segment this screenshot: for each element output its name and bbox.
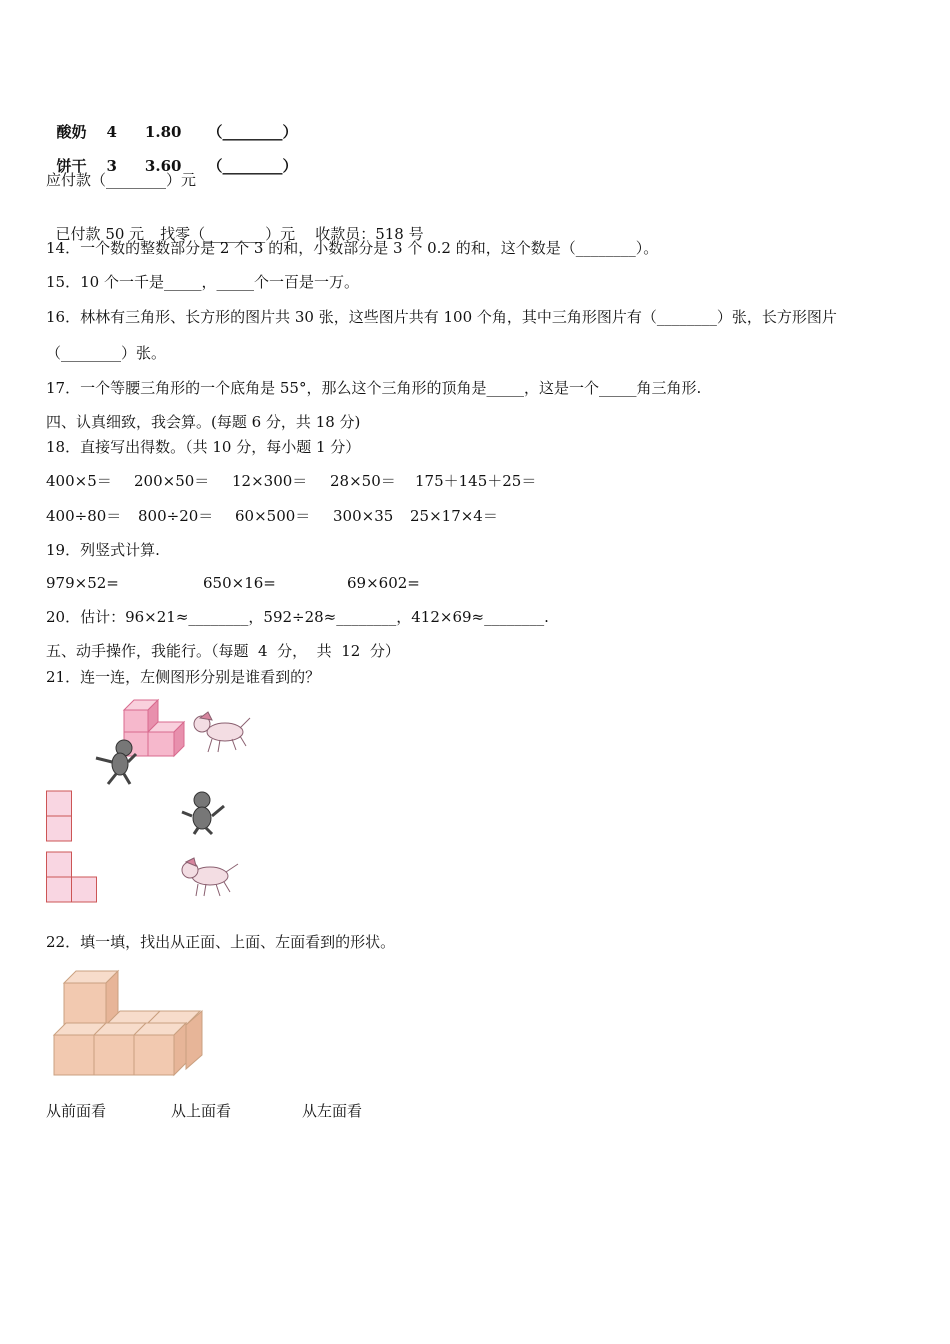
calc-item: 175＋145＋25＝ [415, 472, 537, 490]
calc-item: 12×300＝ [232, 472, 308, 490]
question-17: 17．一个等腰三角形的一个底角是 55°，那么这个三角形的顶角是_____，这是一个_____角三角形. [46, 379, 702, 397]
change-text[interactable]: 找零（________）元 [160, 225, 296, 243]
view-label-front: 从前面看 [46, 1102, 107, 1120]
monkey-icon [96, 740, 136, 784]
view-label-left: 从左面看 [302, 1102, 363, 1120]
dog-icon[interactable] [180, 854, 244, 902]
question-15: 15．10 个一千是_____，_____个一百是一万。 [46, 273, 359, 291]
calc-item: 800÷20＝ [138, 507, 214, 525]
calc-item: 400×5＝ [46, 472, 112, 490]
view-label-top: 从上面看 [171, 1102, 232, 1120]
item-price: 3.60 [144, 157, 182, 175]
receipt-payable[interactable]: 应付款（________）元 [46, 171, 197, 189]
calc-item: 300×35 [333, 507, 394, 525]
q22-beige-cubes [50, 965, 210, 1080]
view-shape-l[interactable] [46, 851, 106, 903]
item-qty: 4 [106, 123, 117, 141]
calc-item: 200×50＝ [134, 472, 210, 490]
q21-cubes-scene [90, 692, 260, 787]
view-shape-column[interactable] [46, 790, 106, 842]
pink-cube-stack [124, 700, 184, 756]
question-18: 18．直接写出得数。（共 10 分，每小题 1 分） [46, 438, 361, 456]
item-name: 酸奶 [56, 123, 87, 141]
calc-item: 60×500＝ [235, 507, 311, 525]
item-price: 1.80 [144, 123, 182, 141]
vertical-calc-item: 69×602= [347, 574, 420, 592]
dog-icon [194, 712, 250, 752]
question-19: 19．列竖式计算. [46, 541, 160, 559]
question-16-line2: （________）张。 [46, 344, 167, 362]
question-22: 22．填一填，找出从正面、上面、左面看到的形状。 [46, 933, 396, 951]
vertical-calc-item: 650×16= [203, 574, 276, 592]
item-blank[interactable]: （________） [207, 123, 298, 141]
section-4-title: 四、认真细致，我会算。(每题 6 分，共 18 分) [46, 413, 361, 431]
item-name: 饼干 [56, 157, 87, 175]
vertical-calc-item: 979×52= [46, 574, 119, 592]
question-16-line1: 16．林林有三角形、长方形的图片共 30 张，这些图片共有 100 个角，其中三角形图片有（________）张，长方形图片 [46, 308, 837, 326]
item-qty: 3 [106, 157, 117, 175]
calc-item: 400÷80＝ [46, 507, 122, 525]
calc-item: 25×17×4＝ [410, 507, 498, 525]
monkey-icon[interactable] [180, 786, 230, 836]
calc-item: 28×50＝ [330, 472, 396, 490]
item-blank[interactable]: （________） [207, 157, 298, 175]
paid-text: 已付款 50 元 [55, 225, 145, 243]
cashier-text: 收款员：518 号 [315, 225, 424, 243]
question-20: 20．估计：96×21≈________，592÷28≈________，412×69≈________. [46, 608, 549, 626]
question-21: 21．连一连，左侧图形分别是谁看到的？ [46, 668, 321, 686]
question-14: 14．一个数的整数部分是 2 个 3 的和，小数部分是 3 个 0.2 的和，这个数是（________）。 [46, 239, 659, 257]
section-5-title: 五、动手操作，我能行。（每题 4 分， 共 12 分） [46, 642, 400, 660]
